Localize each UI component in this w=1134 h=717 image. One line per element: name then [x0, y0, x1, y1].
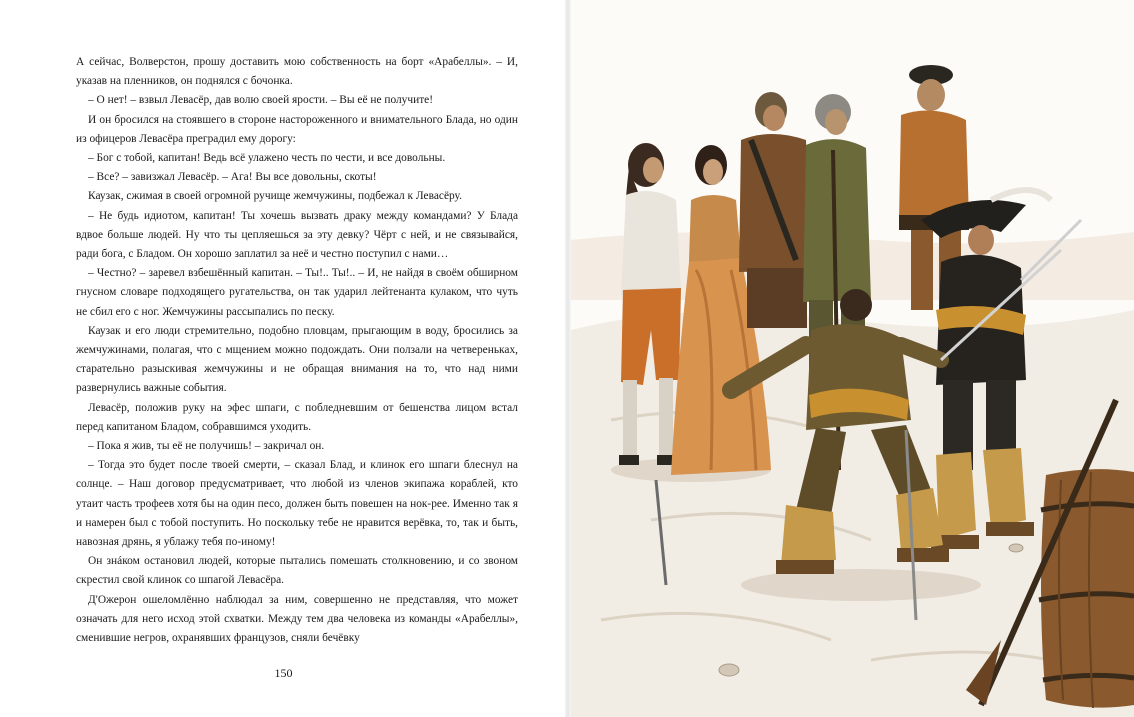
paragraph: Каузак, сжимая в своей огромной ручище жемчужины, подбежал к Левасёру. [88, 190, 462, 203]
paragraph: – Бог с тобой, капитан! Ведь всё улажено честь по чести, и все довольны. [88, 152, 446, 165]
crab-icon [1009, 544, 1023, 552]
paragraph: – О нет! – взвыл Левасёр, дав волю своей ярости. – Вы её не получите! [88, 94, 434, 107]
paragraph: Д'Ожерон ошеломлённо наблюдал за ним, совершенно не представляя, что может означать для него исход этой схватки. Между тем два человека из команды «Арабеллы», сменившие негров, охранявших французов, сняли бечёвку [76, 593, 518, 645]
pirate-duel-illustration [571, 0, 1134, 717]
crab-icon [719, 664, 739, 676]
page-number: 150 [274, 666, 293, 680]
paragraph: – Честно? – заревел взбешённый капитан. – Ты!.. Ты!.. – И, не найдя в своём обширном гнусном словаре подходящего ругательства, он так ударил лейтенанта кулаком, что чуть не сбил его с ног. Жемчужины рассыпались по песку. [76, 267, 518, 318]
paragraph: И он бросился на стоявшего в стороне настороженного и внимательного Блада, но один из офицеров Левасёра преградил ему дорогу: [76, 113, 518, 145]
paragraph: Левасёр, положив руку на эфес шпаги, с побледневшим от бешенства лицом встал перед капитаном Бладом, собравшимся уходить. [76, 401, 518, 433]
illustration-page [571, 0, 1134, 717]
paragraph: А сейчас, Волверстон, прошу доставить мою собственность на борт «Арабеллы». – И, указав на пленников, он поднялся с бочонка. [76, 56, 518, 88]
paragraph: – Не будь идиотом, капитан! Ты хочешь вызвать драку между командами? У Блада вдвое больше людей. Ну что ты цепляешься за эту девку? Чёрт с ней, и не связывайся, ради бога, с Бладом. Он хорошо заплатил за неё и честно поступил с нами… [76, 209, 518, 261]
text-block [76, 53, 518, 648]
paragraph: – Тогда это будет после твоей смерти, – сказал Блад, и клинок его шпаги блеснул на солнце. – Наш договор предусматривает, что любой из членов экипажа кораблей, кто утаит часть трофеев хотя бы на один песо, должен быть повешен на нок-рее. Именно так я и намерен был с тобой поступить. Но поскольку тебе не нравится верёвка, то, так и быть, навозная дрянь, я ублажу тебя по-иному! [76, 459, 518, 549]
barrel [1039, 469, 1134, 708]
paragraph: Он знáком остановил людей, которые пытались помешать столкновению, и со звоном скрестил свой клинок со шпагой Левасёра. [76, 555, 518, 587]
paragraph: – Пока я жив, ты её не получишь! – закричал он. [88, 440, 325, 453]
paragraph: – Все? – завизжал Левасёр. – Ага! Вы все довольны, скоты! [88, 171, 377, 184]
paragraph: Каузак и его люди стремительно, подобно пловцам, прыгающим в воду, бросились за жемчужинами, полагая, что с мщением можно подождать. Они ползали на четвереньках, старательно разыскивая жемчужины и не обращая внимания на то, что над ними развернулись важные события. [76, 324, 518, 395]
